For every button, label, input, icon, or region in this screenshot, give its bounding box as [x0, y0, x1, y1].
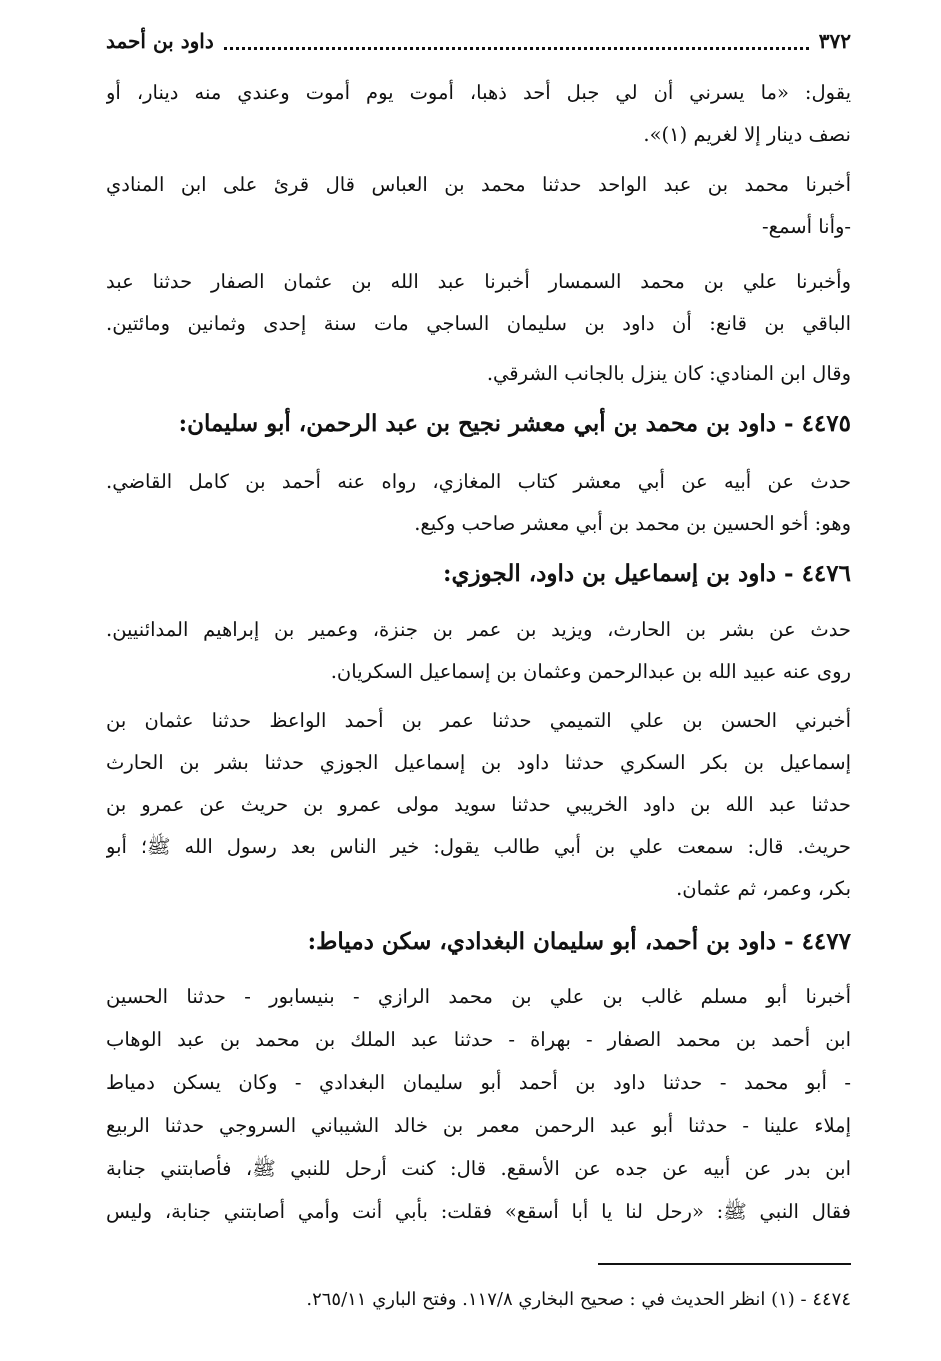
text-line: بكر، وعمر، ثم عثمان. — [676, 877, 851, 900]
footnote: ٤٤٧٤ - (١) انظر الحديث في : صحيح البخاري ١١٧/٨. وفتح الباري ٢٦٥/١١. — [306, 1289, 851, 1310]
text-line: إسماعيل بن بكر السكري حدثنا داود بن إسماعيل الجوزي حدثنا بشر بن الحارث — [106, 751, 851, 774]
text-line: ابن بدر عن أبيه عن جده عن الأسقع. قال: كنت أرحل للنبي ﷺ، فأصابتني جنابة — [106, 1157, 851, 1180]
entry-heading-4475: ٤٤٧٥ - داود بن محمد بن أبي معشر نجيح بن عبد الرحمن، أبو سليمان: — [178, 410, 851, 437]
text-line: حريث. قال: سمعت علي بن أبي طالب يقول: خير الناس بعد رسول الله ﷺ؛ أبو — [106, 835, 851, 858]
text-line: يقول: «ما يسرني أن لي جبل أحد ذهبا، أموت يوم أموت وعندي منه دينار، أو — [106, 81, 851, 104]
text-line: حدث عن بشر بن الحارث، ويزيد بن عمر بن جنزة، وعمير بن إبراهيم المدائنيين. — [106, 618, 851, 641]
text-line: الباقي بن قانع: أن داود بن سليمان الساجي مات سنة إحدى وثمانين ومائتين. — [106, 312, 851, 335]
entry-heading-4476: ٤٤٧٦ - داود بن إسماعيل بن داود، الجوزي: — [443, 560, 851, 587]
running-title: داود بن أحمد — [106, 29, 214, 53]
text-line: روى عنه عبيد الله بن عبدالرحمن وعثمان بن إسماعيل السكريان. — [330, 660, 851, 683]
text-line: حدث عن أبيه عن أبي معشر كتاب المغازي، رواه عنه أحمد بن كامل القاضي. — [106, 470, 851, 493]
text-line: - أبو محمد - حدثنا داود بن أحمد أبو سليمان البغدادي - وكان يسكن دمياط — [106, 1071, 851, 1094]
text-line: وأخبرنا علي بن محمد السمسار أخبرنا عبد الله بن عثمان الصفار حدثنا عبد — [106, 270, 851, 293]
footnote-separator — [598, 1263, 851, 1265]
text-line: أخبرنا أبو مسلم غالب بن علي بن محمد الرازي - بنيسابور - حدثنا الحسين — [106, 985, 851, 1008]
text-line: وقال ابن المنادي: كان ينزل بالجانب الشرقي. — [486, 362, 851, 385]
text-line: أخبرنا محمد بن عبد الواحد حدثنا محمد بن العباس قال قرئ على ابن المنادي — [106, 173, 851, 196]
text-line: حدثنا عبد الله بن داود الخريبي حدثنا سويد مولى عمرو بن حريث عن عمرو بن — [106, 793, 851, 816]
page-header — [106, 24, 851, 58]
page-number: ٣٧٢ — [818, 29, 851, 53]
text-line: إملاء علينا - حدثنا أبو عبد الرحمن معمر بن خالد الشيباني السروجي حدثنا الربيع — [106, 1114, 851, 1137]
text-line: ابن أحمد بن محمد الصفار - بهراة - حدثنا عبد الملك بن محمد بن عبد الوهاب — [106, 1028, 851, 1051]
header-dotted-leader — [224, 33, 809, 50]
text-line: وهو: أخو الحسين بن محمد بن أبي معشر صاحب وكيع. — [414, 512, 851, 535]
entry-heading-4477: ٤٤٧٧ - داود بن أحمد، أبو سليمان البغدادي، سكن دمياط: — [307, 928, 851, 955]
text-line: -وأنا أسمع- — [762, 215, 851, 238]
text-line: نصف دينار إلا لغريم (١)». — [643, 123, 851, 146]
text-line: أخبرني الحسن بن علي التميمي حدثنا عمر بن أحمد الواعظ حدثنا عثمان بن — [106, 709, 851, 732]
text-line: فقال النبي ﷺ: «رحل لنا يا أبا أسقع» فقلت: بأبي أنت وأمي أصابتني جنابة، وليس — [106, 1200, 851, 1223]
